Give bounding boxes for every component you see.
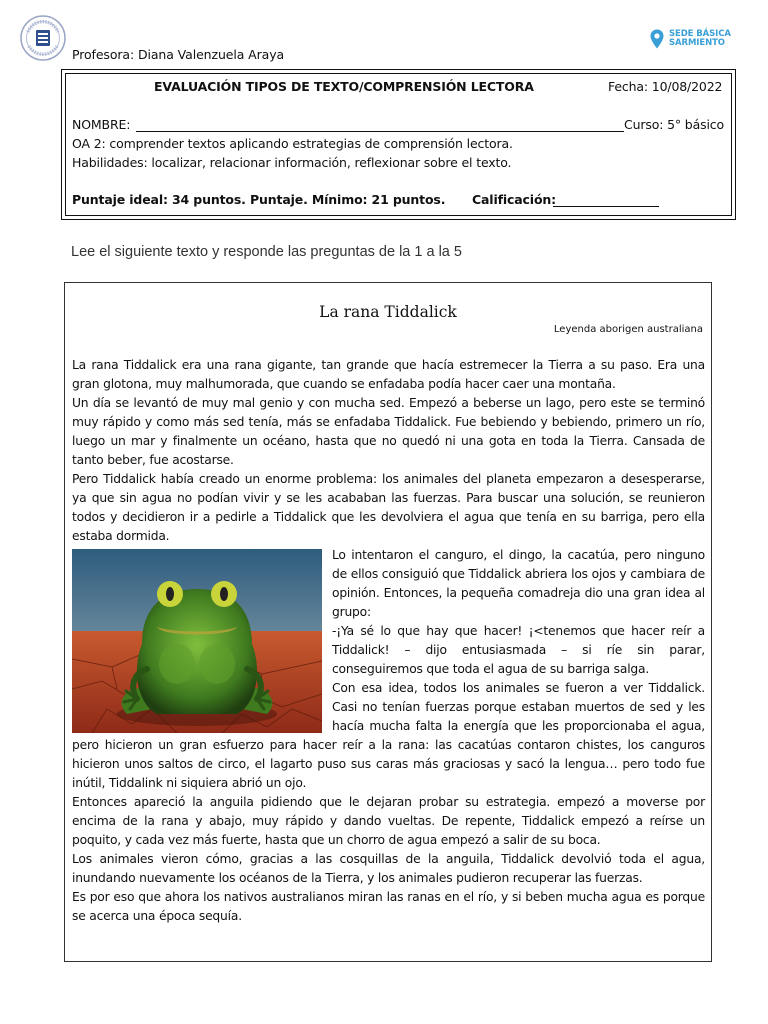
story-subtitle: Leyenda aborigen australiana: [553, 324, 703, 335]
course-label: Curso: 5° básico: [624, 117, 725, 132]
sede-logo: [650, 29, 731, 49]
evaluation-date: Fecha: 10/08/2022: [608, 79, 723, 94]
story-paragraph: -¡Ya sé lo que hay que hacer! ¡<tenemos que hacer reír a Tiddalick! – dijo entusiasmada – si ríe sin parar, conseguiremos que toda el agua de su barriga salga.: [332, 624, 705, 676]
evaluation-header-box: [61, 69, 736, 220]
frog-illustration: [72, 549, 322, 733]
learning-objective: OA 2: comprender textos aplicando estrategias de comprensión lectora.: [72, 136, 513, 151]
teacher-name: Profesora: Diana Valenzuela Araya: [72, 47, 285, 62]
reading-box: [64, 282, 712, 962]
story-text: [72, 356, 705, 926]
story-paragraph: Pero Tiddalick había creado un enorme problema: los animales del planeta empezaron a desesperarse, ya que sin agua no podían vivir y se les acababan las fuerzas. Para buscar una solución, se reunieron todos y decidieron ir a pedirle a Tiddalick que les devolviera el agua que tenía en su barriga, pero ella estaba dormida.: [72, 472, 705, 543]
map-pin-icon: [650, 29, 664, 49]
skills: Habilidades: localizar, relacionar información, reflexionar sobre el texto.: [72, 155, 512, 170]
minimum-score: Puntaje. Mínimo: 21 puntos.: [250, 192, 446, 207]
story-paragraph: Un día se levantó de muy mal genio y con mucha sed. Empezó a beberse un lago, pero este se terminó muy rápido y como más sed tenía, más se enfadaba Tiddalick. Fue bebiendo y bebiendo, primero un río, luego un mar y finalmente un océano, hasta que no quedó ni una gota en toda la Tierra. Cansada de tanto beber, fue acostarse.: [72, 396, 705, 467]
name-label: NOMBRE:: [72, 117, 131, 132]
grade-line[interactable]: [553, 206, 659, 207]
evaluation-title: EVALUACIÓN TIPOS DE TEXTO/COMPRENSIÓN LECTORA: [154, 79, 534, 94]
story-title: La rana Tiddalick: [319, 303, 457, 321]
school-crest-icon: [20, 15, 66, 61]
story-paragraph: Lo intentaron el canguro, el dingo, la cacatúa, pero ninguno de ellos consiguió que Tiddalick abriera los ojos y cambiara de opinión. Entonces, la pequeña comadreja dio una gran idea al grupo:: [332, 548, 705, 619]
instruction-text: Lee el siguiente texto y responde las preguntas de la 1 a la 5: [71, 244, 462, 260]
grade-label: Calificación:: [472, 192, 556, 207]
story-paragraph: Es por eso que ahora los nativos australianos miran las ranas en el río, y si beben mucha agua es porque se acerca una época sequía.: [72, 890, 705, 923]
story-paragraph: La rana Tiddalick era una rana gigante, tan grande que hacía estremecer la Tierra a su paso. Era una gran glotona, muy malhumorada, que cuando se enfadaba podía hacer caer una montaña.: [72, 358, 705, 391]
sede-line-1: SEDE BÁSICA: [669, 29, 731, 39]
sede-line-2: SARMIENTO: [669, 38, 725, 48]
story-paragraph: Con esa idea, todos los animales se fueron a ver Tiddalick. Casi no tenían fuerzas porque estaban muertos de sed y les hacía mucha falta la energía que les proporcionaba el agua, pero hicieron un gran esfuerzo para hacer reír a la rana: las cacatúas contaron chistes, los canguros hicieron unos saltos de circo, el lagarto puso sus caras más graciosas y sacó la lengua… pero todo fue inútil, Tiddalink ni siquiera abrió un ojo.: [72, 681, 705, 790]
story-paragraph: Los animales vieron cómo, gracias a las cosquillas de la anguila, Tiddalick devolvió toda el agua, inundando nuevamente los océanos de la Tierra, y los animales pudieron recuperar las fuerzas.: [72, 852, 705, 885]
story-paragraph: Entonces apareció la anguila pidiendo que le dejaran probar su estrategia. empezó a moverse por encima de la rana y abajo, muy rápido y dando vueltas. De repente, Tiddalick empezó a reírse un poquito, y cada vez más fuerte, hasta que un chorro de agua empezó a salir de su boca.: [72, 795, 705, 847]
ideal-score: Puntaje ideal: 34 puntos.: [72, 192, 246, 207]
name-line[interactable]: [136, 131, 624, 132]
